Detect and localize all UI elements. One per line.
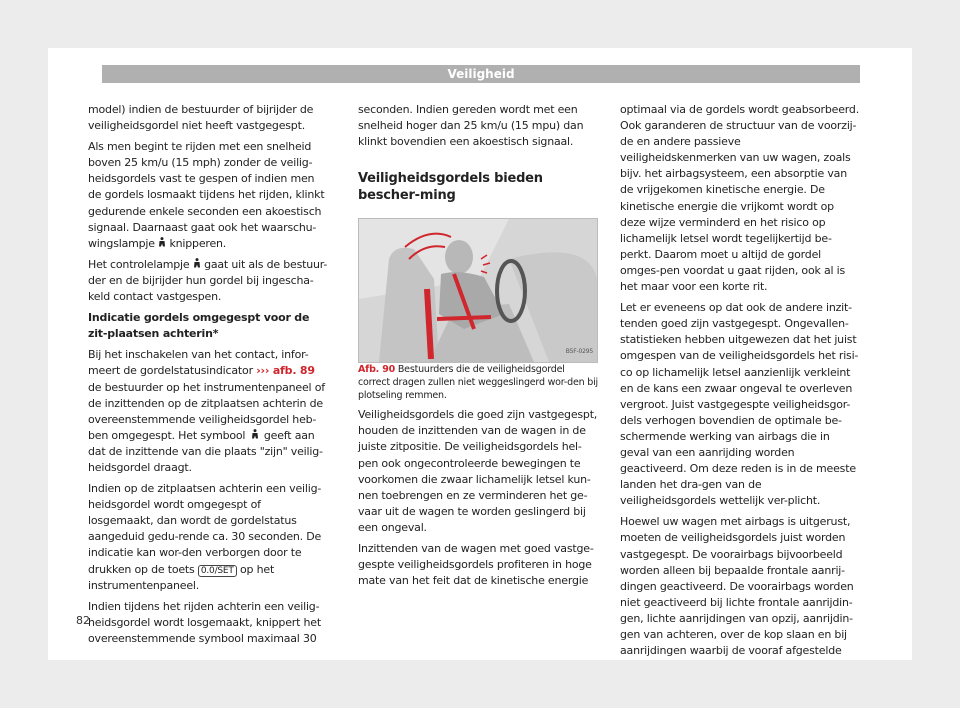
section-heading: Veiligheidsgordels bieden bescher-ming [358, 171, 543, 204]
paragraph: Indien tijdens het rijden achterin een veilig-heidsgordel wordt losgemaakt, knippert het overeenstemmende symbool maximaal 30 [88, 599, 321, 645]
paragraph: Als men begint te rijden met een snelheid boven 25 km/u (15 mph) zonder de veilig-heidsgordels vast te gespen of indien men de gordels losmaakt tijdens het rijden, klinkt gedurende enkele seconden een akoestisch signaal. Daarnaast gaat ook het waarschu-wingslampje knipperen. [88, 139, 328, 252]
column-middle [358, 102, 598, 594]
paragraph: Veiligheidsgordels die goed zijn vastgegespt, houden de inzittenden van de wagen in de juiste zitpositie. De veiligheidsgordels hel-pen ook ongecontroleerde bewegingen te voorkomen die zwaar lichamelijk letsel kun-nen toebrengen en ze verminderen het ge-vaar uit de wagen te worden geslingerd bij een ongeval. [358, 408, 598, 534]
paragraph: Het controlelampje gaat uit als de bestuur-der en de bijrijder hun gordel bij ingescha-keld contact vastgespen. [88, 257, 328, 304]
figure-reference-link[interactable]: ››› afb. 89 [256, 364, 315, 378]
manual-page [48, 48, 912, 660]
column-right [620, 102, 860, 664]
page-number: 82 [76, 614, 90, 627]
seatbelt-warning-icon [158, 236, 166, 252]
paragraph: Inzittenden van de wagen met goed vastge-gespte veiligheidsgordels profiteren in hoge mate van het feit dat de kinetische energie [358, 542, 594, 588]
subheading: Indicatie gordels omgegespt voor de zit-plaatsen achterin* [88, 311, 310, 341]
set-key: 0.0/SET [198, 565, 237, 577]
paragraph: optimaal via de gordels wordt geabsorbeerd. Ook garanderen de structuur van de voorzij-de en andere passieve veiligheidskenmerken van uw wagen, zoals bijv. het airbagsysteem, een absorptie van de vrijgekomen kinetische energie. De kinetische energie die vrijkomt wordt op deze wijze verminderd en het risico op lichamelijk letsel wordt tegelijkertijd be-perkt. Daarom moet u altijd de gordel omges-pen voordat u gaat rijden, ook al is het maar voor een korte rit. [620, 103, 859, 294]
paragraph: Hoewel uw wagen met airbags is uitgerust, moeten de veiligheidsgordels juist worden vastgegespt. De voorairbags bijvoorbeeld worden alleen bij bepaalde frontale aanrij-dingen geactiveerd. De voorairbags worden niet geactiveerd bij lichte frontale aanrijdin-gen, lichte aanrijdingen van opzij, aanrijdin-gen van achteren, over de kop slaan en bij aanrijdingen waarbij de vooraf afgestelde [620, 515, 854, 658]
paragraph: model) indien de bestuurder of bijrijder de veiligheidsgordel niet heeft vastgegespt. [88, 103, 314, 133]
figure-caption: Afb. 90 Bestuurders die de veiligheidsgordel correct dragen zullen niet weggeslingerd wor-den bij plotseling remmen. [358, 364, 598, 402]
seatbelt-warning-icon [193, 257, 201, 273]
paragraph: Bij het inschakelen van het contact, infor-meert de gordelstatusindicator ››› afb. 89 de bestuurder op het instrumentenpaneel of de inzittenden op de zitplaatsen achterin de overeenstemmende veiligheidsgordel heb-ben omgegespt. Het symbool geeft aan dat de inzittende van die plaats "zijn" veilig-heidsgordel draagt. [88, 348, 325, 474]
paragraph: Let er eveneens op dat ook de andere inzit-tenden goed zijn vastgegespt. Ongevallen-statistieken hebben uitgewezen dat het juist omgespen van de veiligheidsgordels het risi-co op lichamelijk letsel aanzienlijk verkleint en de kans een zwaar ongeval te overleven vergroot. Juist vastgegespte veiligheidsgor-dels verhogen bovendien de optimale be-schermende werking van airbags die in geval van een aanrijding worden geactiveerd. Om deze reden is in de meeste landen het dra-gen van de veiligheidsgordels wettelijk ver-plicht. [620, 301, 859, 508]
column-left [88, 102, 328, 652]
paragraph: Indien op de zitplaatsen achterin een veilig-heidsgordel wordt omgegespt of losgemaakt, dan wordt de gordelstatus aangeduid gedu-rende ca. 30 seconden. De indicatie kan wor-den verborgen door te drukken op de toets 0.0/SET op het instrumentenpaneel. [88, 482, 322, 592]
figure-code: B5F-0295 [565, 348, 593, 356]
driver-illustration [359, 219, 597, 362]
seatbelt-symbol-icon [249, 428, 261, 444]
paragraph: seconden. Indien gereden wordt met een snelheid hoger dan 25 km/u (15 mpu) dan klinkt bovendien een akoestisch signaal. [358, 103, 584, 149]
section-header: Veiligheid [102, 65, 860, 83]
figure-seatbelt-driver [358, 218, 598, 363]
